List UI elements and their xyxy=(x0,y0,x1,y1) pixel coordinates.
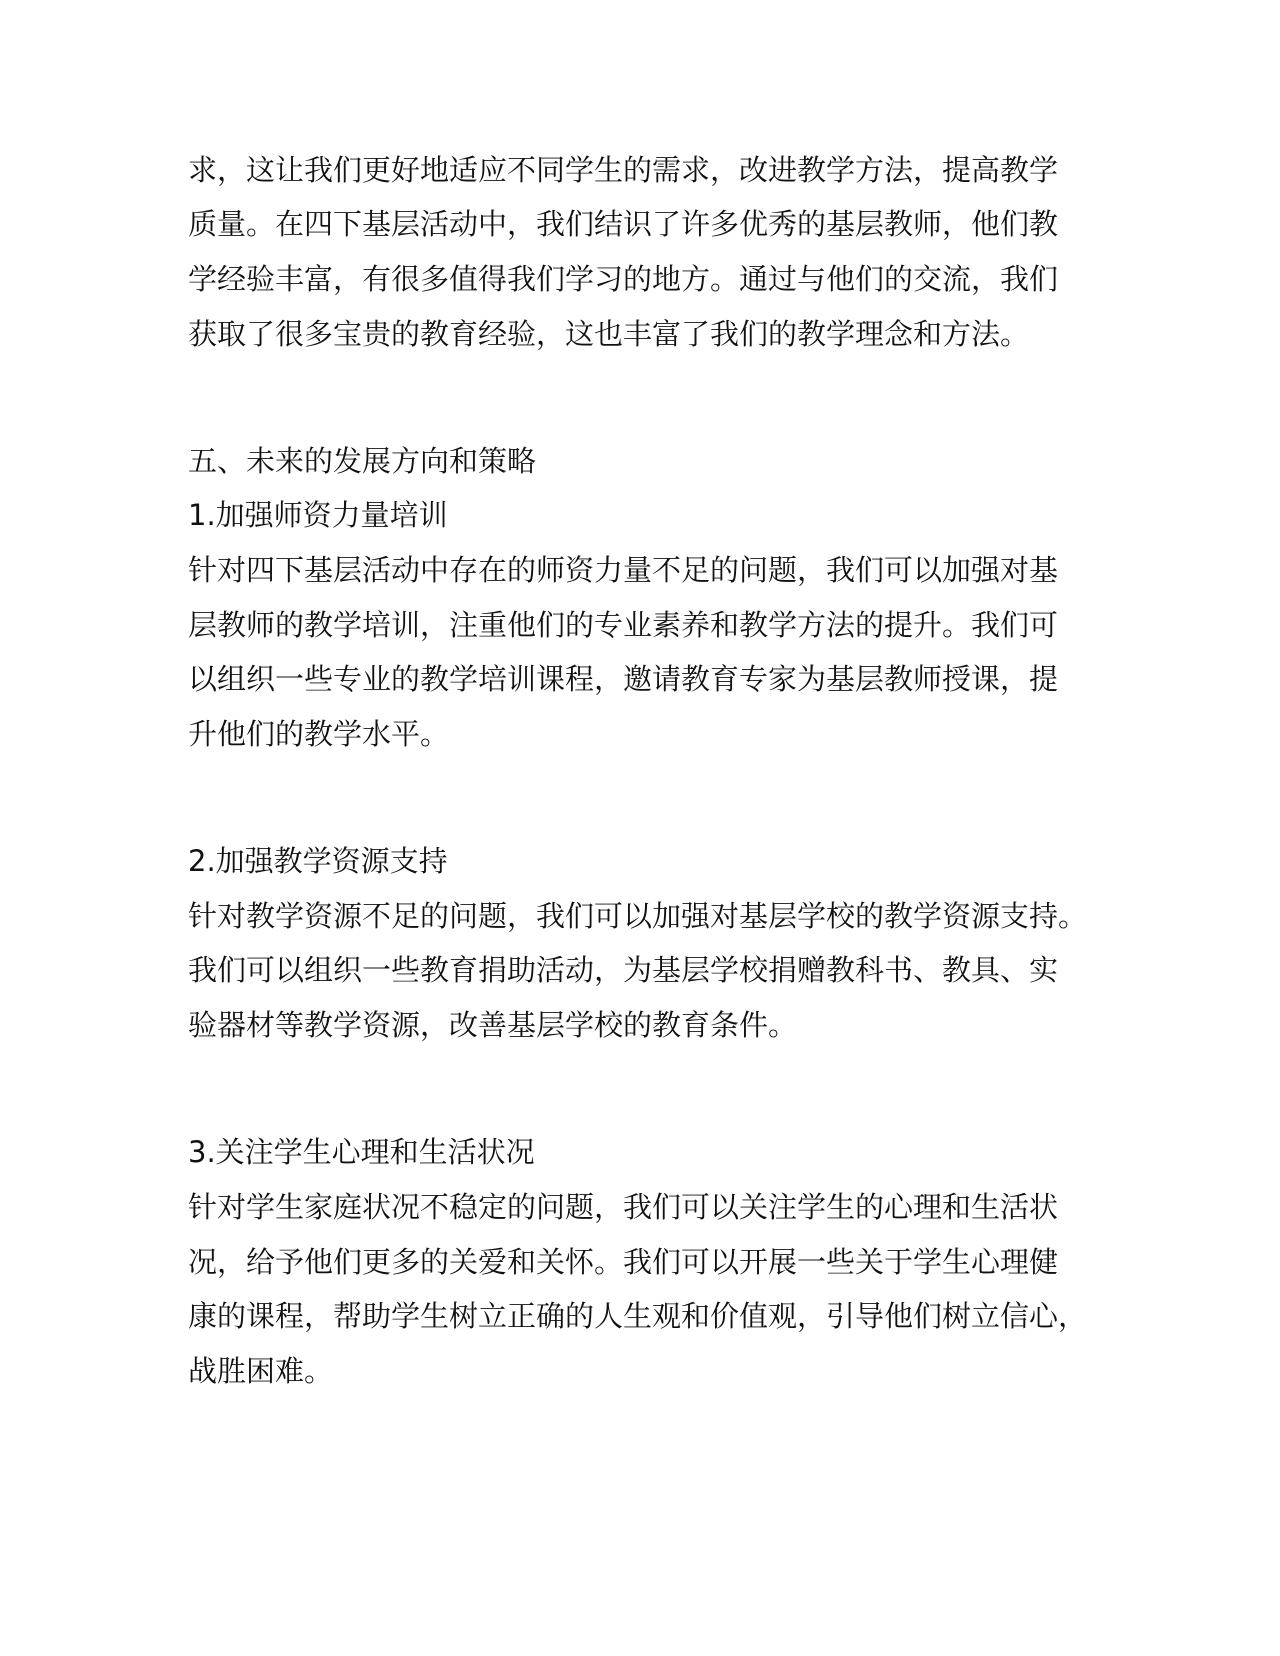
strategy-line: 我们可以组织一些教育捐助活动，为基层学校捐赠教科书、教具、实 xyxy=(188,953,1059,987)
strategy-heading: 3.关注学生心理和生活状况 xyxy=(188,1135,535,1169)
intro-line: 质量。在四下基层活动中，我们结识了许多优秀的基层教师，他们教 xyxy=(188,207,1059,241)
strategy-line: 升他们的教学水平。 xyxy=(188,717,450,751)
strategy-line: 验器材等教学资源，改善基层学校的教育条件。 xyxy=(188,1008,798,1042)
intro-line: 求，这让我们更好地适应不同学生的需求，改进教学方法，提高教学 xyxy=(188,153,1059,187)
strategy-heading: 2.加强教学资源支持 xyxy=(188,844,448,878)
strategy-line: 针对学生家庭状况不稳定的问题，我们可以关注学生的心理和生活状 xyxy=(188,1190,1059,1224)
strategy-line: 针对教学资源不足的问题，我们可以加强对基层学校的教学资源支持。 xyxy=(188,899,1088,933)
strategy-line: 以组织一些专业的教学培训课程，邀请教育专家为基层教师授课，提 xyxy=(188,662,1059,696)
strategy-heading: 1.加强师资力量培训 xyxy=(188,498,448,532)
intro-line: 学经验丰富，有很多值得我们学习的地方。通过与他们的交流，我们 xyxy=(188,262,1059,296)
strategy-line: 层教师的教学培训，注重他们的专业素养和教学方法的提升。我们可 xyxy=(188,608,1059,642)
section-heading: 五、未来的发展方向和策略 xyxy=(188,444,537,478)
intro-line: 获取了很多宝贵的教育经验，这也丰富了我们的教学理念和方法。 xyxy=(188,317,1030,351)
strategy-line: 针对四下基层活动中存在的师资力量不足的问题，我们可以加强对基 xyxy=(188,553,1059,587)
strategy-line: 康的课程，帮助学生树立正确的人生观和价值观，引导他们树立信心， xyxy=(188,1299,1088,1333)
strategy-line: 战胜困难。 xyxy=(188,1354,334,1388)
strategy-line: 况，给予他们更多的关爱和关怀。我们可以开展一些关于学生心理健 xyxy=(188,1245,1059,1279)
